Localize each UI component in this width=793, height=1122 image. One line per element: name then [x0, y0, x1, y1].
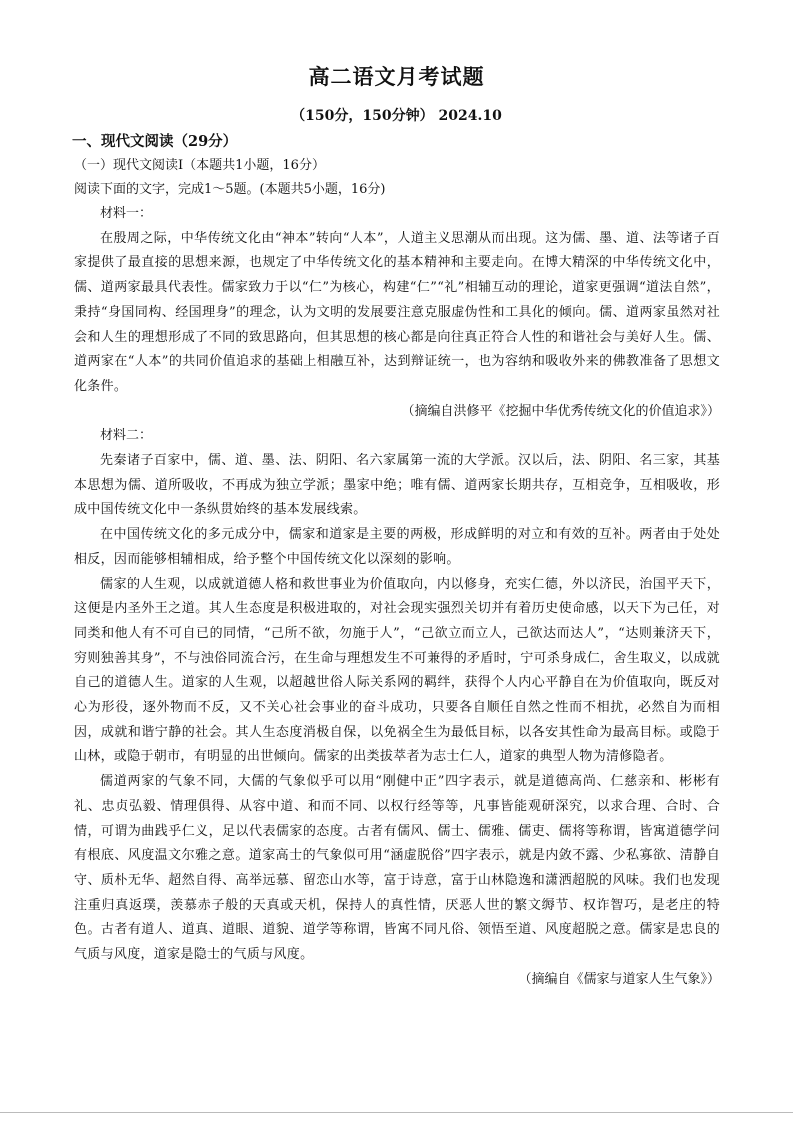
material-2-paragraph: 先秦诸子百家中，儒、道、墨、法、阴阳、名六家属第一流的大学派。汉以后，法、阴阳、名三家，其基本思想为儒、道所吸收，不再成为独立学派；墨家中绝；唯有儒、道两家长期共存，互相竞争，互相吸收，形成中国传统文化中一条纵贯始终的基本发展线索。 — [74, 453, 720, 518]
material-2-paragraph: 儒道两家的气象不同，大儒的气象似乎可以用“刚健中正”四字表示，就是道德高尚、仁慈亲和、彬彬有礼、忠贞弘毅、情理俱得、从容中道、和而不同、以权行经等等，凡事皆能观研深究，以求合理、合时、合情，可谓为曲践乎仁义，足以代表儒家的态度。古者有儒风、儒士、儒雅、儒吏、儒将等称谓，皆寓道德学问有根底、风度温文尔雅之意。道家高士的气象似可用“涵虚脱俗”四字表示，就是内敛不露、少私寡欲、清静自守、质朴无华、超然自得、高举远慕、留恋山水等，富于诗意，富于山林隐逸和潇洒超脱的风味。我们也发现注重归真返璞，羡慕赤子般的天真或天机，保持人的真性情，厌恶人世的繁文缛节、权诈智巧，是老庄的特色。古者有道人、道真、道眼、道貌、道学等称谓，皆寓不同凡俗、领悟至道、风度超脱之意。儒家是忠良的气质与风度，道家是隐士的气质与风度。 — [74, 774, 720, 963]
material-2-paragraph: 在中国传统文化的多元成分中，儒家和道家是主要的两极，形成鲜明的对立和有效的互补。两者由于处处相反，因而能够相辅相成，给予整个中国传统文化以深刻的影响。 — [74, 527, 720, 567]
section-heading: 一、现代文阅读（29分） — [72, 133, 238, 150]
material-1-paragraph: 在殷周之际，中华传统文化由“神本”转向“人本”，人道主义思潮从而出现。这为儒、墨、道、法等诸子百家提供了最直接的思想来源，也规定了中华传统文化的基本精神和主要走向。在博大精深的中华传统文化中，儒、道两家最具代表性。儒家致力于以“仁”为核心，构建“仁”“礼”相辅互动的理论，道家更强调“道法自然”，秉持“身国同构、经国理身”的理念，认为文明的发展要注意克服虚伪性和工具化的倾向。儒、道两家虽然对社会和人生的理想形成了不同的致思路向，但其思想的核心都是向往真正符合人性的和谐社会与美好人生。儒、道两家在“人本”的共同价值追求的基础上相融互补，达到辩证统一，也为容纳和吸收外来的佛教准备了思想文化条件。 — [74, 230, 720, 394]
material-1-label: 材料一： — [100, 206, 153, 221]
content — [74, 130, 720, 993]
instruction: 阅读下面的文字，完成1～5题。(本题共5小题，16分) — [74, 182, 386, 197]
material-2-paragraph: 儒家的人生观，以成就道德人格和救世事业为价值取向，内以修身，充实仁德，外以济民，治国平天下，这便是内圣外王之道。其人生态度是积极进取的，对社会现实强烈关切并有着历史使命感，以天下为己任，对同类和他人有不可自已的同情，“己所不欲，勿施于人”，“己欲立而立人，己欲达而达人”，“达则兼济天下，穷则独善其身”，不与浊俗同流合污，在生命与理想发生不可兼得的矛盾时，宁可杀身成仁，舍生取义，以成就自己的道德人生。道家的人生观，以超越世俗人际关系网的羁绊，获得个人内心平静自在为价值取向，既反对心为形役，逐外物而不反，又不关心社会事业的奋斗成功，只要各自顺任自然之性而不相扰，必然自为而相因，成就和谐宁静的社会。其人生态度消极自保，以免祸全生为最低目标，以各安其性命为最高目标。或隐于山林，或隐于朝市，有明显的出世倾向。儒家的出类拔萃者为志士仁人，道家的典型人物为清修隐者。 — [74, 576, 720, 765]
material-1-source: （摘编自洪修平《挖掘中华优秀传统文化的价值追求》） — [401, 403, 720, 419]
exam-info: （150分，150分钟） 2024.10 — [291, 108, 502, 124]
page-bottom-rule — [0, 1112, 793, 1113]
sub-heading: （一）现代文阅读Ⅰ（本题共1小题，16分） — [74, 158, 325, 173]
page-title: 高二语文月考试题 — [308, 64, 485, 89]
material-2-source: （摘编自《儒家与道家人生气象》） — [518, 971, 720, 987]
material-2-label: 材料二： — [100, 428, 153, 444]
